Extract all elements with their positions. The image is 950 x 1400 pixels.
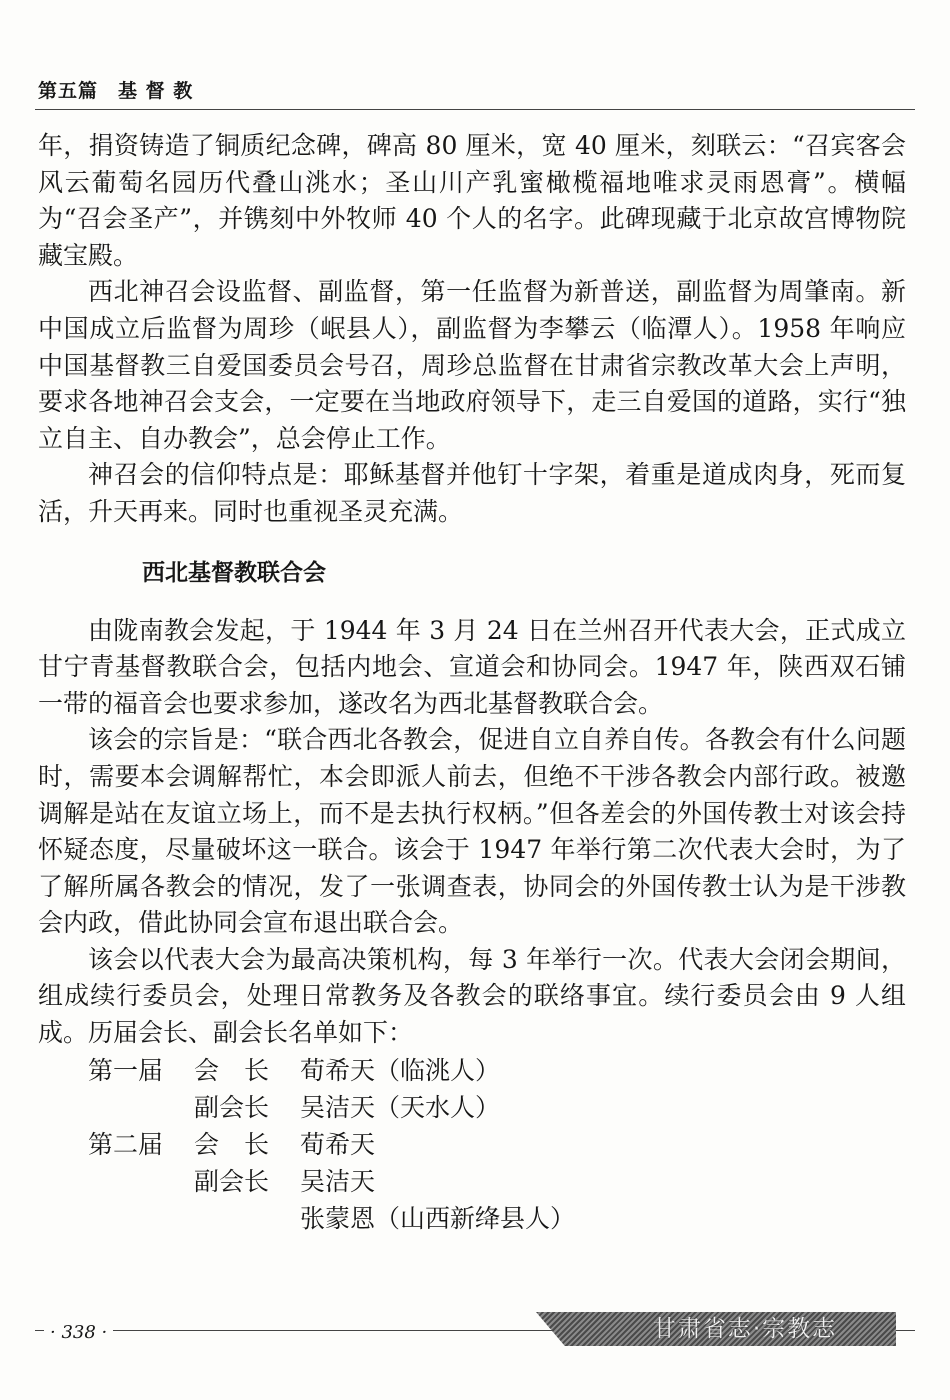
officer-name: 张蒙恩（山西新绛县人） bbox=[300, 1203, 576, 1233]
section-heading: 西北基督教联合会 bbox=[142, 559, 326, 586]
body-text bbox=[38, 128, 906, 1237]
officer-role: 会 长 bbox=[194, 1055, 270, 1085]
paragraph-supervisors: 西北神召会设监督、副监督，第一任监督为新普送，副监督为周肇南。新中国成立后监督为周珍（岷县人），副监督为李攀云（临潭人）。1958 年响应中国基督教三自爱国委员会号召，周珍总监督在甘肃省宗教改革大会上声明，要求各地神召会支会，一定要在当地政府领导下，走三自爱国的道路，实行“独立自主、自办教会”，总会停止工作。 bbox=[38, 277, 906, 453]
officer-term bbox=[38, 1200, 194, 1237]
book-title: 甘肃省志·宗教志 bbox=[652, 1316, 838, 1342]
officer-term bbox=[38, 1089, 194, 1126]
running-head: 第五篇 基 督 教 bbox=[38, 80, 194, 102]
paragraph-continued: 年，捐资铸造了铜质纪念碑，碑高 80 厘米，宽 40 厘米，刻联云：“召宾客会风云葡萄名园历代叠山洮水；圣山川产乳蜜橄榄福地唯求灵雨恩膏”。横幅为“召会圣产”，并镌刻中外牧师 40 个人的名字。此碑现藏于北京故宫博物院藏宝殿。 bbox=[38, 131, 906, 270]
officer-list bbox=[38, 1052, 906, 1237]
officer-name: 吴洁天（天水人） bbox=[300, 1092, 501, 1122]
officer-term bbox=[38, 1163, 194, 1200]
officer-role: 副会长 bbox=[194, 1092, 270, 1122]
officer-term: 第二届 bbox=[88, 1129, 164, 1159]
officer-row bbox=[38, 1200, 906, 1237]
officer-role: 会 长 bbox=[194, 1129, 270, 1159]
officer-row bbox=[38, 1126, 906, 1163]
paragraph-founding: 由陇南教会发起，于 1944 年 3 月 24 日在兰州召开代表大会，正式成立甘宁青基督教联合会，包括内地会、宣道会和协同会。1947 年，陕西双石铺一带的福音会也要求参加，遂改名为西北基督教联合会。 bbox=[38, 615, 906, 718]
paragraph-beliefs: 神召会的信仰特点是：耶稣基督并他钉十字架，着重是道成肉身，死而复活，升天再来。同时也重视圣灵充满。 bbox=[38, 460, 906, 526]
officer-name: 荀希天 bbox=[300, 1129, 376, 1159]
officer-role bbox=[194, 1200, 300, 1237]
officer-role: 副会长 bbox=[194, 1166, 270, 1196]
officer-name: 吴洁天 bbox=[300, 1166, 376, 1196]
officer-row bbox=[38, 1089, 906, 1126]
officer-term: 第一届 bbox=[88, 1055, 164, 1085]
page-number: · 338 · bbox=[44, 1322, 113, 1343]
officer-name: 荀希天（临洮人） bbox=[300, 1055, 501, 1085]
paragraph-purpose: 该会的宗旨是：“联合西北各教会，促进自立自养自传。各教会有什么问题时，需要本会调解帮忙，本会即派人前去，但绝不干涉各教会内部行政。被邀调解是站在友谊立场上，而不是去执行权柄。”但各差会的外国传教士对该会持怀疑态度，尽量破坏这一联合。该会于 1947 年举行第二次代表大会时，为了了解所属各教会的情况，发了一张调查表，协同会的外国传教士认为是干涉教会内政，借此协同会宣布退出联合会。 bbox=[38, 725, 906, 938]
paragraph-organization: 该会以代表大会为最高决策机构，每 3 年举行一次。代表大会闭会期间，组成续行委员会，处理日常教务及各教会的联络事宜。续行委员会由 9 人组成。历届会长、副会长名单如下： bbox=[38, 944, 906, 1048]
header-rule bbox=[35, 109, 915, 110]
officer-row bbox=[38, 1052, 906, 1089]
officer-row bbox=[38, 1163, 906, 1200]
